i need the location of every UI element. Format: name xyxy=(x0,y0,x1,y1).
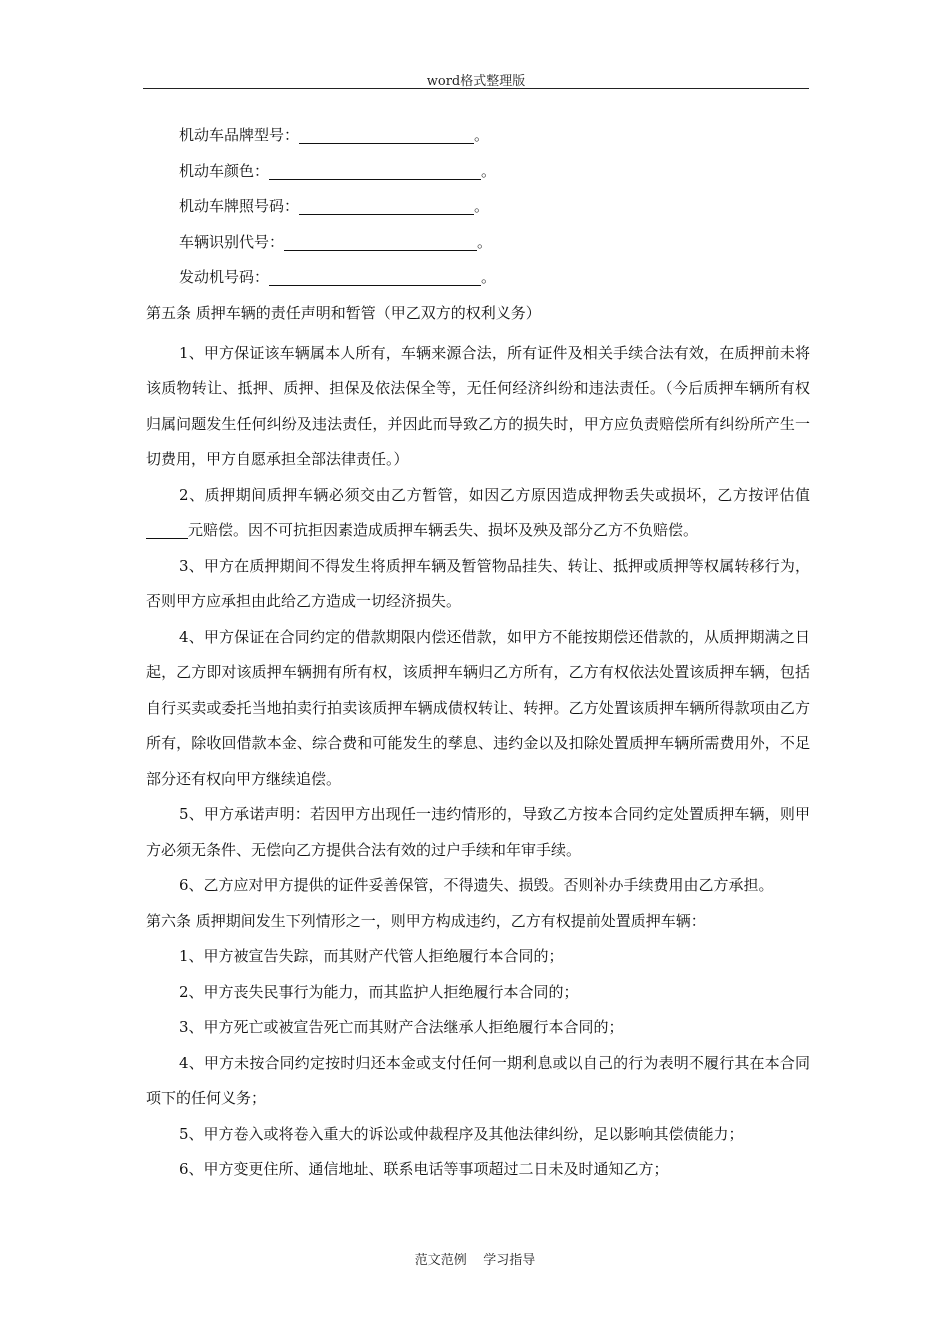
field-label: 发动机号码： xyxy=(179,268,270,286)
field-suffix: 。 xyxy=(481,268,497,286)
valuation-blank[interactable] xyxy=(146,522,188,539)
article-6-title: 第六条 质押期间发生下列情形之一，则甲方构成违约，乙方有权提前处置质押车辆： xyxy=(146,911,706,930)
engine-number-blank[interactable] xyxy=(269,268,481,286)
article-6-clause-1: 1、甲方被宣告失踪，而其财产代管人拒绝履行本合同的； xyxy=(179,947,564,965)
field-label: 机动车牌照号码： xyxy=(179,197,300,215)
field-suffix: 。 xyxy=(474,197,490,215)
field-color xyxy=(146,160,810,196)
field-label: 机动车品牌型号： xyxy=(179,126,300,144)
field-plate-number xyxy=(146,195,810,231)
plate-number-blank[interactable] xyxy=(299,197,474,215)
article-6-clause-5: 5、甲方卷入或将卷入重大的诉讼或仲裁程序及其他法律纠纷，足以影响其偿债能力； xyxy=(179,1124,744,1143)
article-5-clause-4: 4、甲方保证在合同约定的借款期限内偿还借款，如甲方不能按期偿还借款的，从质押期满之日起，乙方即对该质押车辆拥有所有权，该质押车辆归乙方所有，乙方有权依法处置该质押车辆，包括自行买卖或委托当地拍卖行拍卖该质押车辆成债权转让、转押。乙方处置该质押车辆所得款项由乙方所有，除收回借款本金、综合费和可能发生的孳息、违约金以及扣除处置质押车辆所需费用外，不足部分还有权向甲方继续追偿。 xyxy=(146,627,810,788)
field-suffix: 。 xyxy=(474,126,490,144)
article-6-clause-3: 3、甲方死亡或被宣告死亡而其财产合法继承人拒绝履行本合同的； xyxy=(179,1018,624,1036)
field-label: 车辆识别代号： xyxy=(179,232,285,251)
clause-2-text-a: 2、质押期间质押车辆必须交由乙方暂管，如因乙方原因造成押物丢失或损坏，乙方按评估值 xyxy=(179,485,810,504)
field-engine-number xyxy=(146,266,810,302)
article-6-clause-4: 4、甲方未按合同约定按时归还本金或支付任何一期利息或以自己的行为表明不履行其在本合同项下的任何义务； xyxy=(146,1053,810,1107)
field-brand-model xyxy=(146,124,810,160)
page-header: word格式整理版 xyxy=(426,74,526,89)
header-divider xyxy=(143,88,809,89)
article-5-clause-1: 1、甲方保证该车辆属本人所有，车辆来源合法，所有证件及相关手续合法有效，在质押前未将该质物转让、抵押、质押、担保及依法保全等，无任何经济纠纷和违法责任。（今后质押车辆所有权归属问题发生任何纠纷及违法责任，并因此而导致乙方的损失时，甲方应负责赔偿所有纠纷所产生一切费用，甲方自愿承担全部法律责任。） xyxy=(146,343,810,468)
article-6-clause-2: 2、甲方丧失民事行为能力，而其监护人拒绝履行本合同的； xyxy=(179,982,579,1001)
article-5-clause-3: 3、甲方在质押期间不得发生将质押车辆及暂管物品挂失、转让、抵押或质押等权属转移行为，否则甲方应承担由此给乙方造成一切经济损失。 xyxy=(146,556,810,610)
vin-blank[interactable] xyxy=(284,233,477,251)
document-body xyxy=(146,124,810,1188)
article-5-clause-5: 5、甲方承诺声明：若因甲方出现任一违约情形的，导致乙方按本合同约定处置质押车辆，则甲方必须无条件、无偿向乙方提供合法有效的过户手续和年审手续。 xyxy=(146,805,810,859)
field-suffix: 。 xyxy=(477,232,493,251)
page-footer: 范文范例 学习指导 xyxy=(414,1253,536,1268)
color-blank[interactable] xyxy=(269,162,481,180)
article-5-clause-6: 6、乙方应对甲方提供的证件妥善保管，不得遗失、损毁。否则补办手续费用由乙方承担。 xyxy=(179,876,774,894)
article-5-clause-2 xyxy=(146,478,810,549)
clause-2-text-b: 元赔偿。因不可抗拒因素造成质押车辆丢失、损坏及殃及部分乙方不负赔偿。 xyxy=(188,521,699,539)
field-suffix: 。 xyxy=(481,161,497,180)
field-vin xyxy=(146,231,810,267)
brand-model-blank[interactable] xyxy=(299,126,474,144)
field-label: 机动车颜色： xyxy=(179,161,270,180)
article-5-title: 第五条 质押车辆的责任声明和暂管（甲乙双方的权利义务） xyxy=(146,303,541,322)
article-6-clause-6: 6、甲方变更住所、通信地址、联系电话等事项超过二日未及时通知乙方； xyxy=(179,1160,669,1178)
